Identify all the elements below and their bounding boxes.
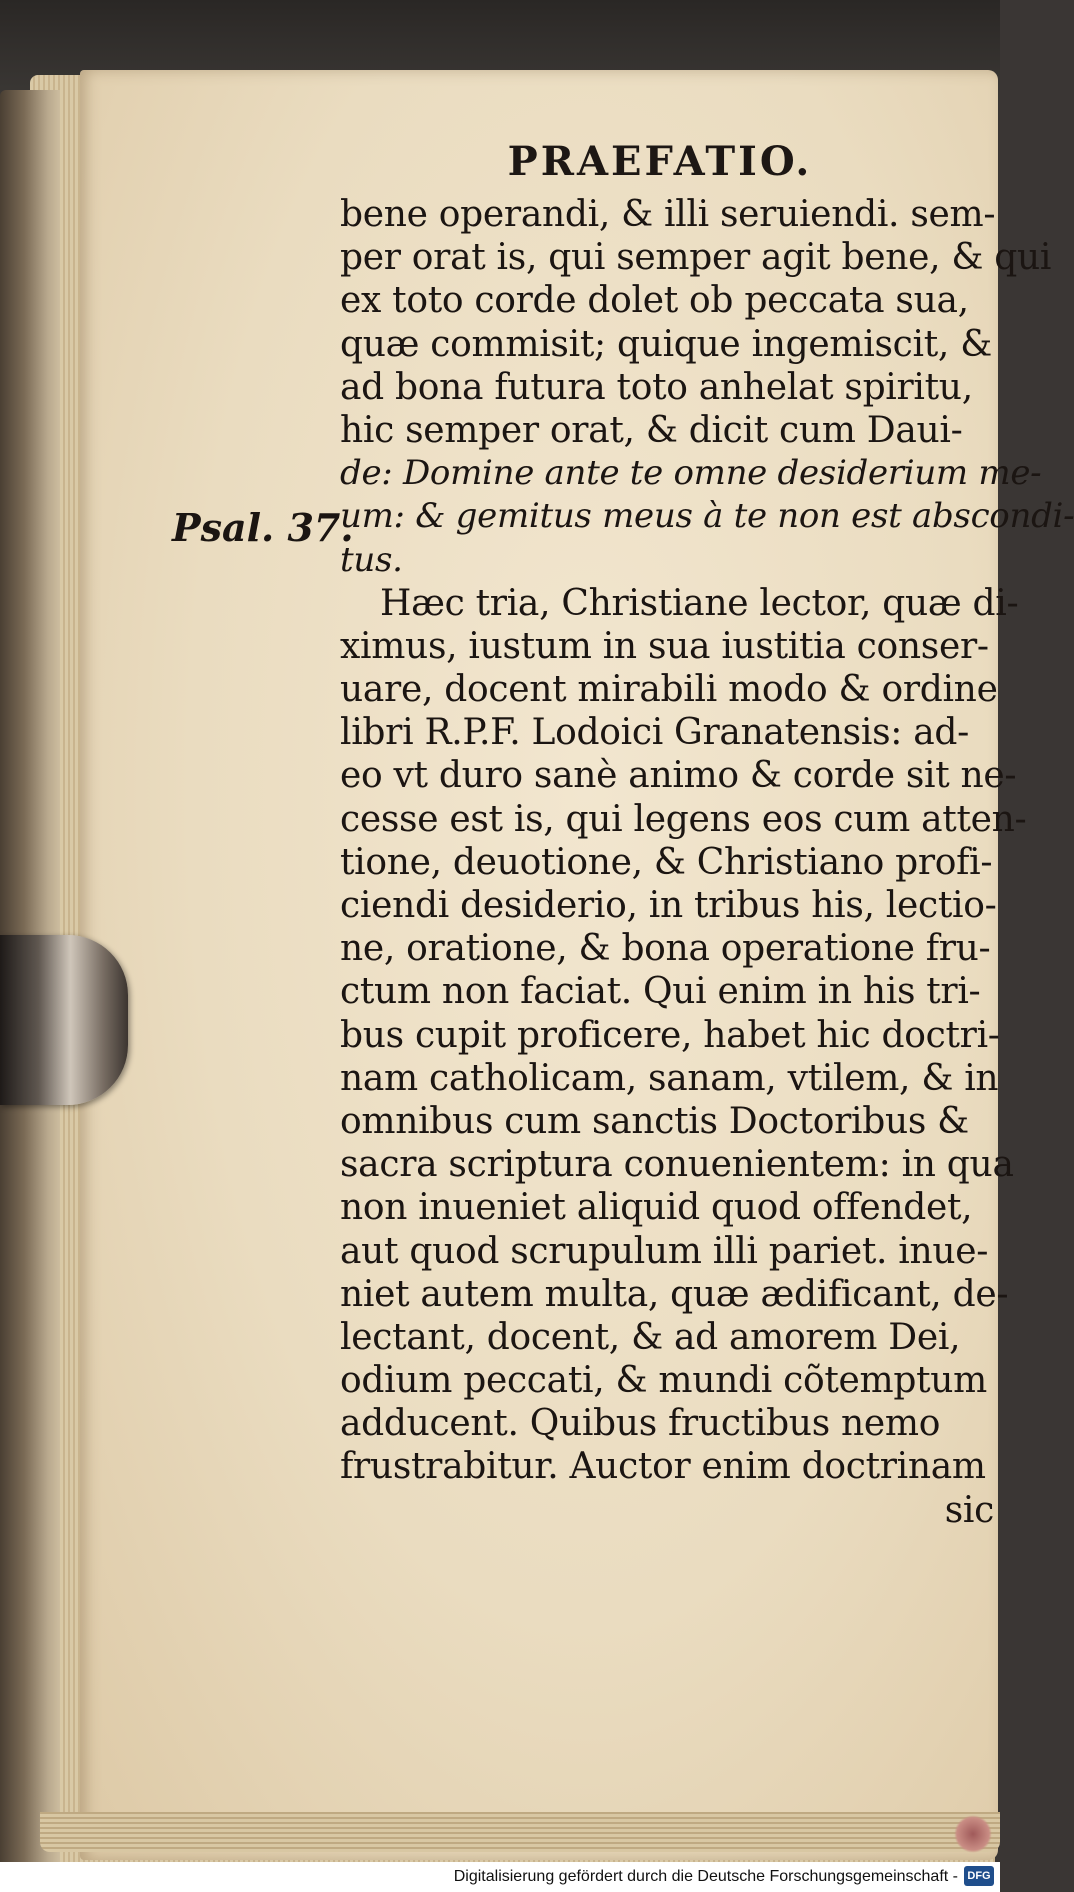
text-line: adducent. Quibus fructibus nemo bbox=[340, 1403, 941, 1445]
text-line: ad bona futura toto anhelat spiritu, bbox=[340, 366, 973, 408]
text-line: ctum non faciat. Qui enim in his tri- bbox=[340, 971, 981, 1013]
text-line: odium peccati, & mundi cõtemptum bbox=[340, 1360, 987, 1402]
page-bottom-edges bbox=[40, 1812, 1000, 1852]
text-line: sic bbox=[944, 1489, 994, 1531]
text-line: tus. bbox=[340, 539, 403, 580]
text-line: um: & gemitus meus à te non est abscondi- bbox=[340, 496, 1074, 537]
dfg-logo-icon: DFG bbox=[964, 1866, 994, 1886]
text-line: niet autem multa, quæ ædificant, de- bbox=[340, 1273, 1009, 1315]
text-line: lectant, docent, & ad amorem Dei, bbox=[340, 1316, 961, 1358]
running-title: PRAEFATIO. bbox=[507, 138, 813, 185]
margin-note-psalm-reference: Psal. 37. bbox=[172, 505, 354, 550]
text-line: omnibus cum sanctis Doctoribus & bbox=[340, 1100, 969, 1142]
footer-credit: Digitalisierung gefördert durch die Deutsche Forschungsgemeinschaft - bbox=[0, 1862, 1000, 1892]
text-line: per orat is, qui semper agit bene, & qui bbox=[340, 237, 1052, 279]
text-line: non inueniet aliquid quod offendet, bbox=[340, 1187, 973, 1229]
text-line: frustrabitur. Auctor enim doctrinam bbox=[340, 1446, 986, 1488]
text-line: Hæc tria, Christiane lector, quæ di- bbox=[380, 582, 1019, 624]
text-line: ex toto corde dolet ob peccata sua, bbox=[340, 280, 969, 322]
text-line: quæ commisit; quique ingemiscit, & bbox=[340, 323, 992, 365]
page-stain bbox=[954, 1815, 992, 1853]
text-line: de: Domine ante te omne desiderium me- bbox=[340, 453, 1042, 494]
text-line: hic semper orat, & dicit cum Daui- bbox=[340, 409, 963, 451]
text-line: eo vt duro sanè animo & corde sit ne- bbox=[340, 755, 1017, 797]
text-line: sacra scriptura conuenientem: in qua bbox=[340, 1144, 1014, 1186]
text-line: libri R.P.F. Lodoici Granatensis: ad- bbox=[340, 712, 969, 754]
body-text bbox=[340, 193, 1074, 1532]
text-line: aut quod scrupulum illi pariet. inue- bbox=[340, 1230, 989, 1272]
text-line: nam catholicam, sanam, vtilem, & in bbox=[340, 1057, 999, 1099]
text-line: ne, oratione, & bona operatione fru- bbox=[340, 928, 991, 970]
text-line: cesse est is, qui legens eos cum atten- bbox=[340, 798, 1027, 840]
text-line: uare, docent mirabili modo & ordine bbox=[340, 669, 998, 711]
text-line: ciendi desiderio, in tribus his, lectio- bbox=[340, 885, 997, 926]
text-line: tione, deuotione, & Christiano profi- bbox=[340, 841, 993, 883]
text-line: ximus, iustum in sua iustitia conser- bbox=[340, 625, 989, 667]
text-line: bus cupit proficere, habet hic doctri- bbox=[340, 1014, 1000, 1056]
text-line: bene operandi, & illi seruiendi. sem- bbox=[340, 194, 996, 235]
bookmark-ribbon bbox=[0, 935, 128, 1105]
